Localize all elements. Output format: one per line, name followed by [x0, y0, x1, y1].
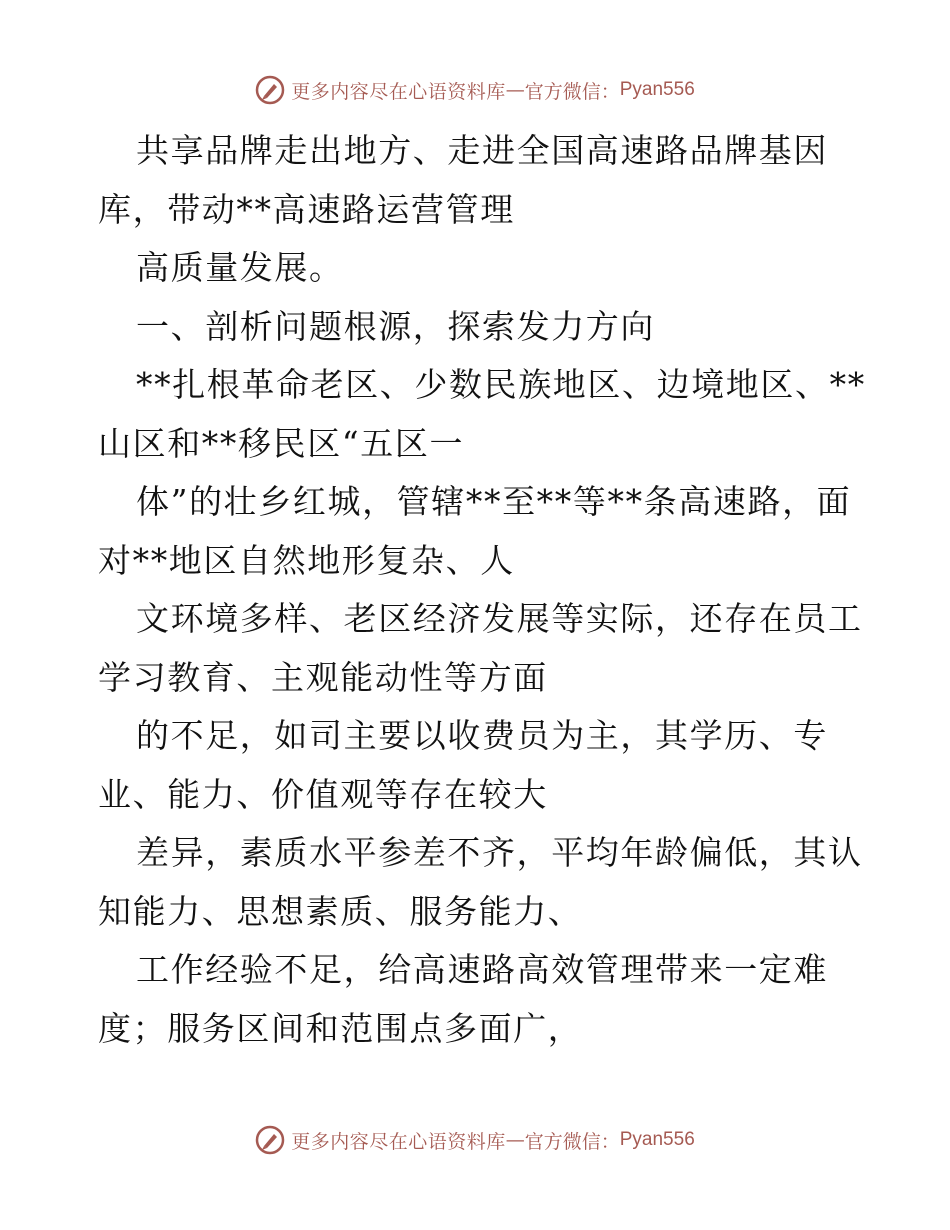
text-line: 共享品牌走出地方、走进全国高速路品牌基因 — [136, 131, 828, 170]
header-banner — [0, 70, 950, 110]
section-heading: 一、剖析问题根源，探索发力方向 — [136, 306, 655, 346]
text-line: 山区和**移民区“五区一 — [98, 423, 465, 463]
banner-wechat-id: Pyan556 — [619, 79, 695, 100]
banner-text: 更多内容尽在心语资料库 — [291, 80, 506, 103]
banner-separator: — — [505, 1129, 525, 1151]
banner-wechat-label: 官方微信： — [524, 80, 620, 103]
text-line: 高质量发展。 — [136, 248, 344, 287]
document-body — [98, 122, 866, 1058]
text-line: 对**地区自然地形复杂、人 — [98, 540, 515, 580]
text-line: 库，带动**高速路运营管理 — [98, 189, 515, 229]
banner-wechat-label: 官方微信： — [524, 1130, 620, 1153]
text-line: 的不足，如司主要以收费员为主，其学历、专 — [136, 716, 828, 755]
pen-logo-icon — [255, 1125, 285, 1155]
text-line: 度；服务区间和范围点多面广， — [98, 1008, 583, 1048]
banner-separator: — — [505, 79, 525, 101]
text-line: 差异，素质水平参差不齐，平均年龄偏低，其认 — [136, 833, 863, 872]
text-line: 体”的壮乡红城，管辖**至**等**条高速路，面 — [136, 482, 852, 521]
text-line: 文环境多样、老区经济发展等实际，还存在员工 — [136, 599, 863, 638]
text-line: 学习教育、主观能动性等方面 — [98, 657, 548, 697]
text-line: 知能力、思想素质、服务能力、 — [98, 891, 583, 931]
footer-banner — [0, 1120, 950, 1160]
text-line: **扎根革命老区、少数民族地区、边境地区、** — [136, 365, 866, 404]
banner-wechat-id: Pyan556 — [619, 1129, 695, 1150]
text-line: 工作经验不足，给高速路高效管理带来一定难 — [136, 950, 828, 989]
pen-logo-icon — [255, 75, 285, 105]
banner-text: 更多内容尽在心语资料库 — [291, 1130, 506, 1153]
text-line: 业、能力、价值观等存在较大 — [98, 774, 548, 814]
